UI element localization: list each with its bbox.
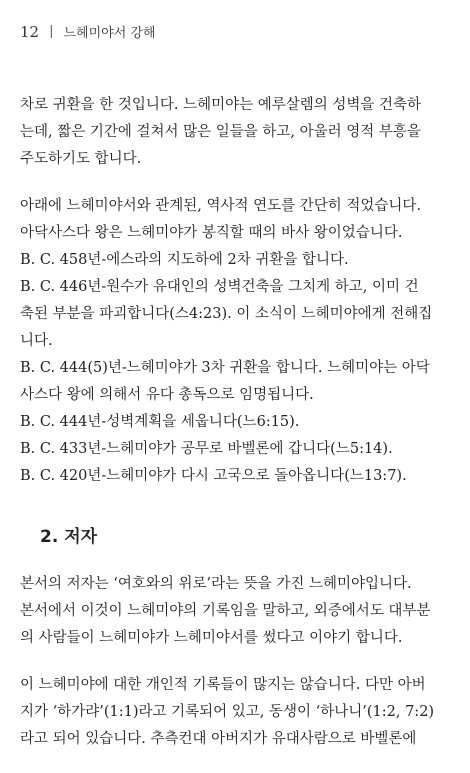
paragraph	[20, 571, 450, 652]
text-line: B. C. 420년-느헤미야가 다시 고국으로 돌아옵니다(느13:7).	[20, 468, 407, 484]
text-line: 라고 되어 있습니다. 추측컨대 아버지가 유대사람으로 바벨론에	[20, 731, 417, 747]
text-line: 주도하기도 합니다.	[20, 151, 142, 167]
text-line: 차로 귀환을 한 것입니다. 느헤미야는 예루살렘의 성벽을 건축하	[20, 97, 422, 113]
page-body	[20, 92, 450, 773]
text-line: 는데, 짧은 기간에 걸쳐서 많은 일들을 하고, 아울러 영적 부흥을	[20, 124, 421, 140]
text-line: 아래에 느헤미야서와 관계된, 역사적 연도를 간단히 적었습니다.	[20, 198, 422, 214]
section-heading: 2. 저자	[40, 527, 98, 547]
text-line: 의 사람들이 느헤미야가 느헤미야서를 썼다고 이야기 합니다.	[20, 630, 403, 646]
text-line: 니다.	[20, 333, 53, 349]
page-number: 12	[20, 22, 40, 41]
text-line: 본서에서 이것이 느헤미야의 기록임을 말하고, 외증에서도 대부분	[20, 603, 431, 619]
chronology-paragraph	[20, 193, 450, 490]
text-line: 지가 ‘하가랴’(1:1)라고 기록되어 있고, 동생이 ‘하나니’(1:2, 7:2)	[20, 704, 435, 720]
paragraph	[20, 672, 450, 753]
paragraph	[20, 92, 450, 173]
book-title: 느헤미야서 강해	[63, 26, 156, 41]
text-line: B. C. 444(5)년-느헤미야가 3차 귀환을 합니다. 느헤미야는 아닥	[20, 360, 430, 376]
text-line: B. C. 444년-성벽계획을 세웁니다(느6:15).	[20, 414, 300, 430]
text-line: 아닥사스다 왕은 느헤미야가 봉직할 때의 바사 왕이었습니다.	[20, 225, 403, 241]
text-line: 축된 부분을 파괴합니다(스4:23). 이 소식이 느헤미야에게 전해집	[20, 306, 433, 322]
text-line: 이 느헤미야에 대한 개인적 기록들이 많지는 않습니다. 다만 아버	[20, 677, 426, 693]
text-line: B. C. 458년-에스라의 지도하에 2차 귀환을 합니다.	[20, 252, 349, 268]
running-header	[20, 22, 156, 41]
text-line: 본서의 저자는 ‘여호와의 위로’라는 뜻을 가진 느헤미야입니다.	[20, 576, 412, 592]
text-line: B. C. 446년-원수가 유대인의 성벽건축을 그치게 하고, 이미 건	[20, 279, 419, 295]
header-separator: |	[49, 24, 54, 39]
text-line: 사스다 왕에 의해서 유다 총독으로 임명됩니다.	[20, 387, 314, 403]
text-line: B. C. 433년-느헤미야가 공무로 바벨론에 갑니다(느5:14).	[20, 441, 393, 457]
